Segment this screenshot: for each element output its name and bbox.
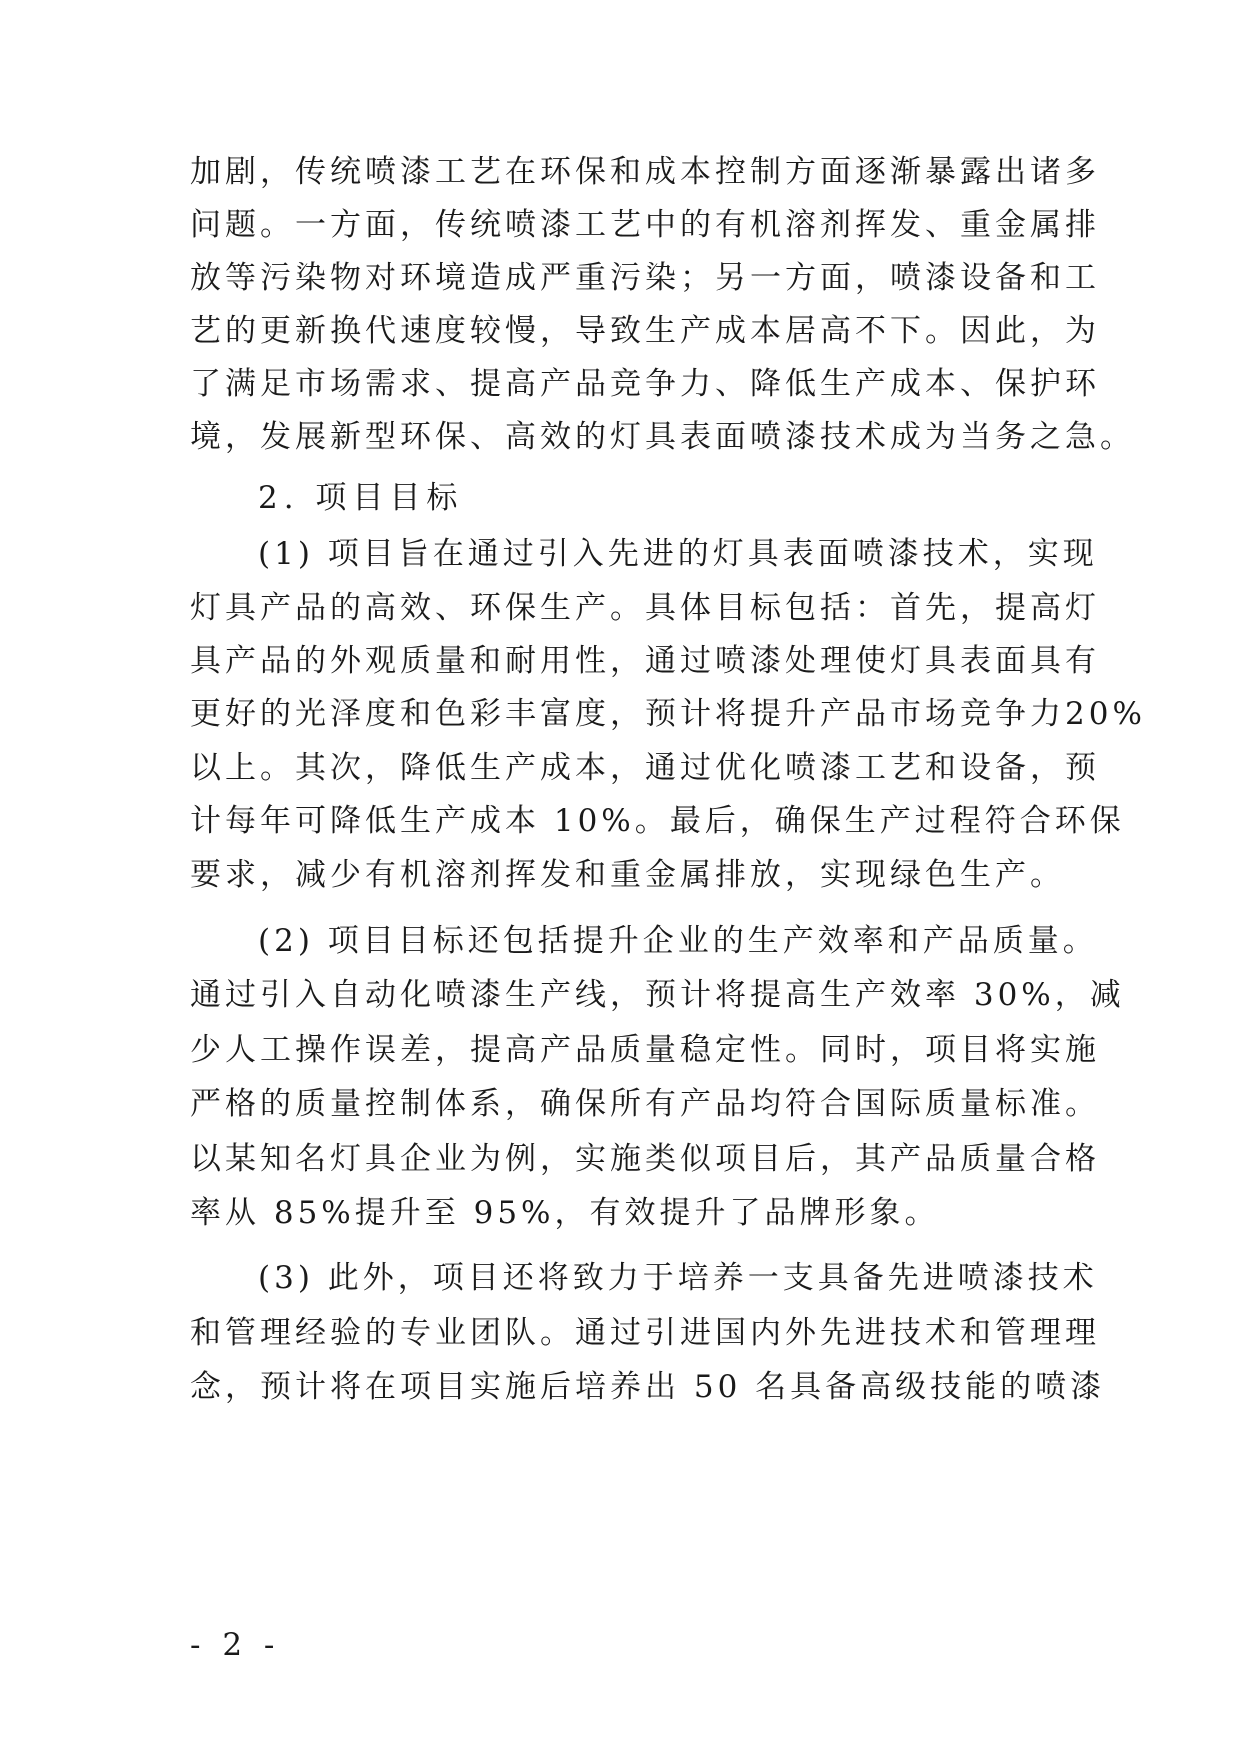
body-text-line: 以上。其次，降低生产成本，通过优化喷漆工艺和设备，预 bbox=[190, 750, 1100, 786]
body-text-line: 艺的更新换代速度较慢，导致生产成本居高不下。因此，为 bbox=[190, 313, 1100, 349]
paragraph-first-line: (1) 项目旨在通过引入先进的灯具表面喷漆技术，实现 bbox=[258, 536, 1098, 572]
paragraph-first-line: (3) 此外，项目还将致力于培养一支具备先进喷漆技术 bbox=[258, 1260, 1098, 1296]
body-text-line: 具产品的外观质量和耐用性，通过喷漆处理使灯具表面具有 bbox=[190, 643, 1100, 679]
body-text-line: 少人工操作误差，提高产品质量稳定性。同时，项目将实施 bbox=[190, 1032, 1100, 1068]
body-text-line: 更好的光泽度和色彩丰富度，预计将提升产品市场竞争力20% bbox=[190, 696, 1146, 732]
section-heading: 2. 项目目标 bbox=[258, 480, 464, 516]
body-text-line: 加剧，传统喷漆工艺在环保和成本控制方面逐渐暴露出诸多 bbox=[190, 154, 1100, 190]
paragraph-first-line: (2) 项目目标还包括提升企业的生产效率和产品质量。 bbox=[258, 923, 1098, 959]
body-text-line: 严格的质量控制体系，确保所有产品均符合国际质量标准。 bbox=[190, 1086, 1100, 1122]
body-text-line: 率从 85%提升至 95%，有效提升了品牌形象。 bbox=[190, 1195, 940, 1231]
body-text-line: 放等污染物对环境造成严重污染；另一方面，喷漆设备和工 bbox=[190, 260, 1100, 296]
body-text-line: 和管理经验的专业团队。通过引进国内外先进技术和管理理 bbox=[190, 1315, 1100, 1351]
body-text-line: 计每年可降低生产成本 10%。最后，确保生产过程符合环保 bbox=[190, 803, 1125, 839]
body-text-line: 境，发展新型环保、高效的灯具表面喷漆技术成为当务之急。 bbox=[190, 419, 1135, 455]
body-text-line: 了满足市场需求、提高产品竞争力、降低生产成本、保护环 bbox=[190, 366, 1100, 402]
body-text-line: 念，预计将在项目实施后培养出 50 名具备高级技能的喷漆 bbox=[190, 1369, 1106, 1405]
body-text-line: 灯具产品的高效、环保生产。具体目标包括：首先，提高灯 bbox=[190, 590, 1100, 626]
body-text-line: 要求，减少有机溶剂挥发和重金属排放，实现绿色生产。 bbox=[190, 857, 1065, 893]
page-number: - 2 - bbox=[190, 1627, 281, 1663]
body-text-line: 问题。一方面，传统喷漆工艺中的有机溶剂挥发、重金属排 bbox=[190, 207, 1100, 243]
body-text-line: 以某知名灯具企业为例，实施类似项目后，其产品质量合格 bbox=[190, 1141, 1100, 1177]
body-text-line: 通过引入自动化喷漆生产线，预计将提高生产效率 30%，减 bbox=[190, 977, 1125, 1013]
